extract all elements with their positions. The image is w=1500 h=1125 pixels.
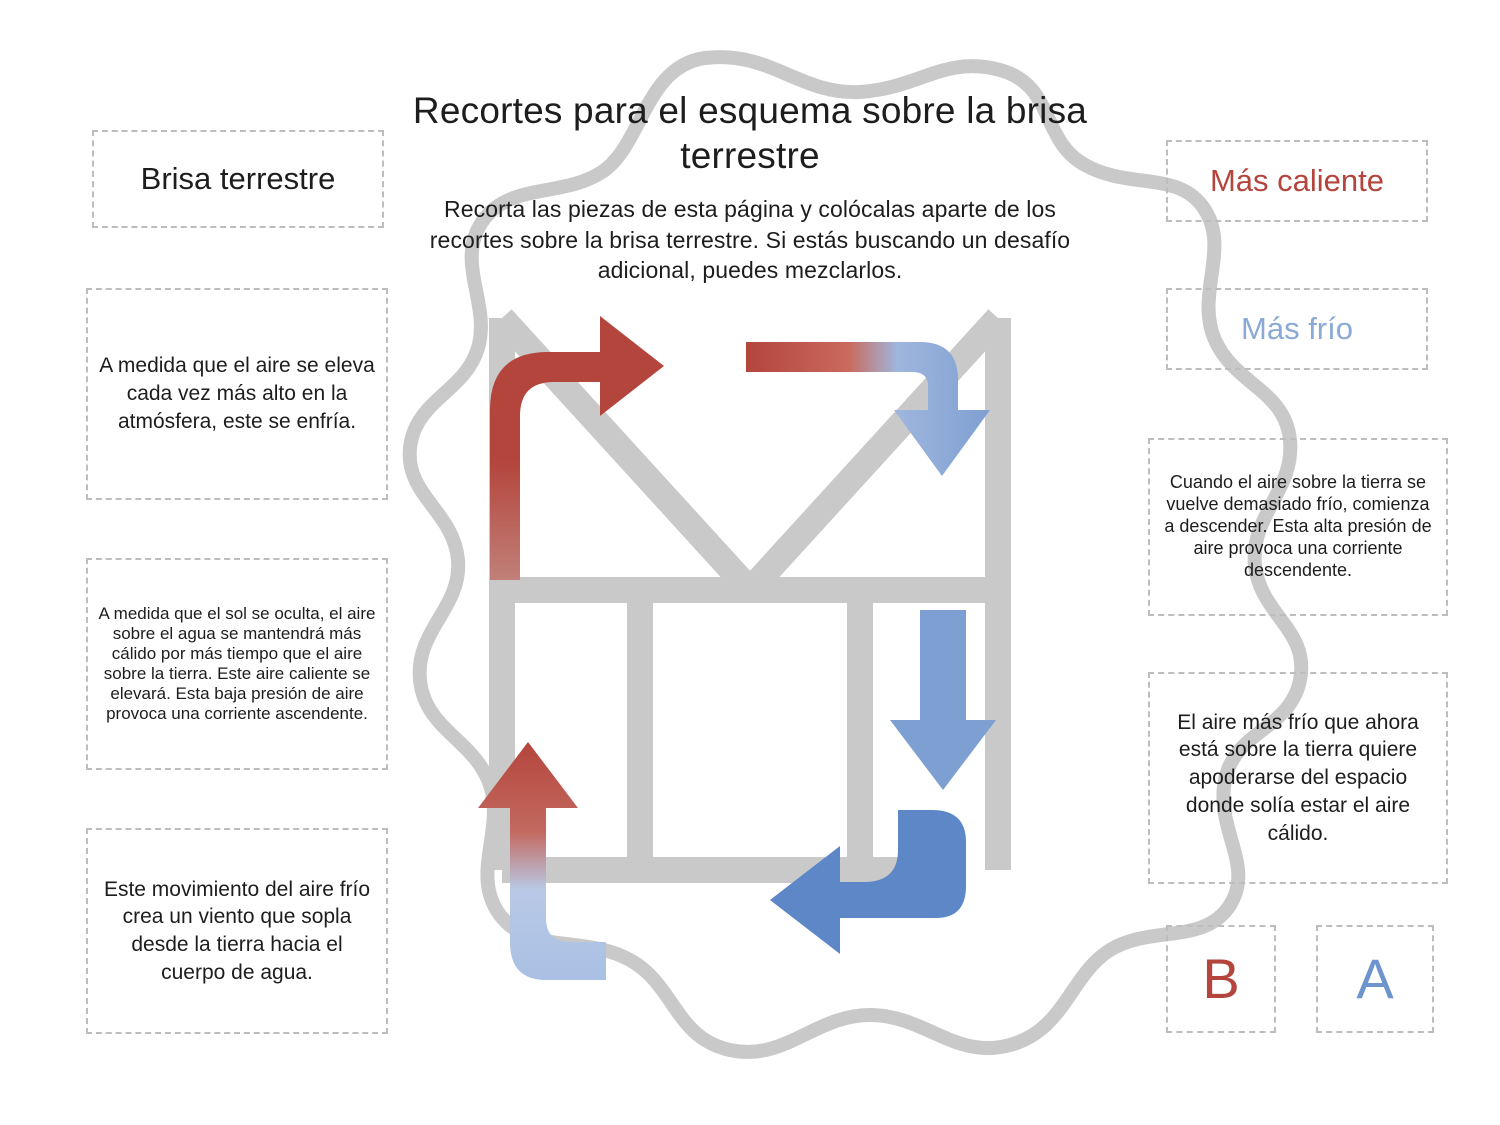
- cut-card-corriente-ascendente[interactable]: [86, 558, 388, 770]
- cut-card-label: A medida que el aire se eleva cada vez más alto en la atmósfera, este se enfría.: [99, 354, 375, 433]
- cut-card-mas-caliente[interactable]: [1166, 140, 1428, 222]
- arrow-down-right-cool: [890, 610, 996, 790]
- cut-card-viento-desde-tierra[interactable]: [86, 828, 388, 1034]
- cut-card-aire-se-enfria[interactable]: [86, 288, 388, 500]
- cut-card-brisa-terrestre[interactable]: [92, 130, 384, 228]
- cut-card-label: Más frío: [1241, 311, 1353, 347]
- cut-card-label: Este movimiento del aire frío crea un viento que sopla desde la tierra hacia el cuerpo de agua.: [103, 877, 371, 984]
- page-title: Recortes para el esquema sobre la brisa terrestre: [412, 90, 1088, 177]
- cut-card-label: Brisa terrestre: [140, 161, 336, 197]
- page-instructions: Recorta las piezas de esta página y colócalas aparte de los recortes sobre la brisa terrestre. Si estás buscando un desafío adicional, puedes mezclarlos.: [429, 196, 1071, 284]
- circulation-diagram: [450, 290, 1070, 1010]
- cut-card-label: El aire más frío que ahora está sobre la tierra quiere apoderarse del espacio donde solía estar el aire cálido.: [1177, 710, 1419, 845]
- cut-card-label: A: [1356, 947, 1394, 1010]
- cut-card-label: B: [1202, 947, 1240, 1010]
- cut-card-label: Cuando el aire sobre la tierra se vuelve demasiado frío, comienza a descender. Esta alta presión de aire provoca una corriente descendente.: [1164, 472, 1432, 580]
- cut-card-letter-b[interactable]: [1166, 925, 1276, 1033]
- cut-card-label: Más caliente: [1209, 163, 1385, 199]
- title-block: [400, 88, 1100, 286]
- cut-card-aire-frio-apodera[interactable]: [1148, 672, 1448, 884]
- cut-card-corriente-descendente[interactable]: [1148, 438, 1448, 616]
- cut-card-label: A medida que el sol se oculta, el aire sobre el agua se mantendrá más cálido por más tiempo que el aire sobre la tierra. Este aire caliente se elevará. Esta baja presión de aire provoca una corriente ascendente.: [98, 603, 376, 724]
- cut-card-letter-a[interactable]: [1316, 925, 1434, 1033]
- cut-card-mas-frio[interactable]: [1166, 288, 1428, 370]
